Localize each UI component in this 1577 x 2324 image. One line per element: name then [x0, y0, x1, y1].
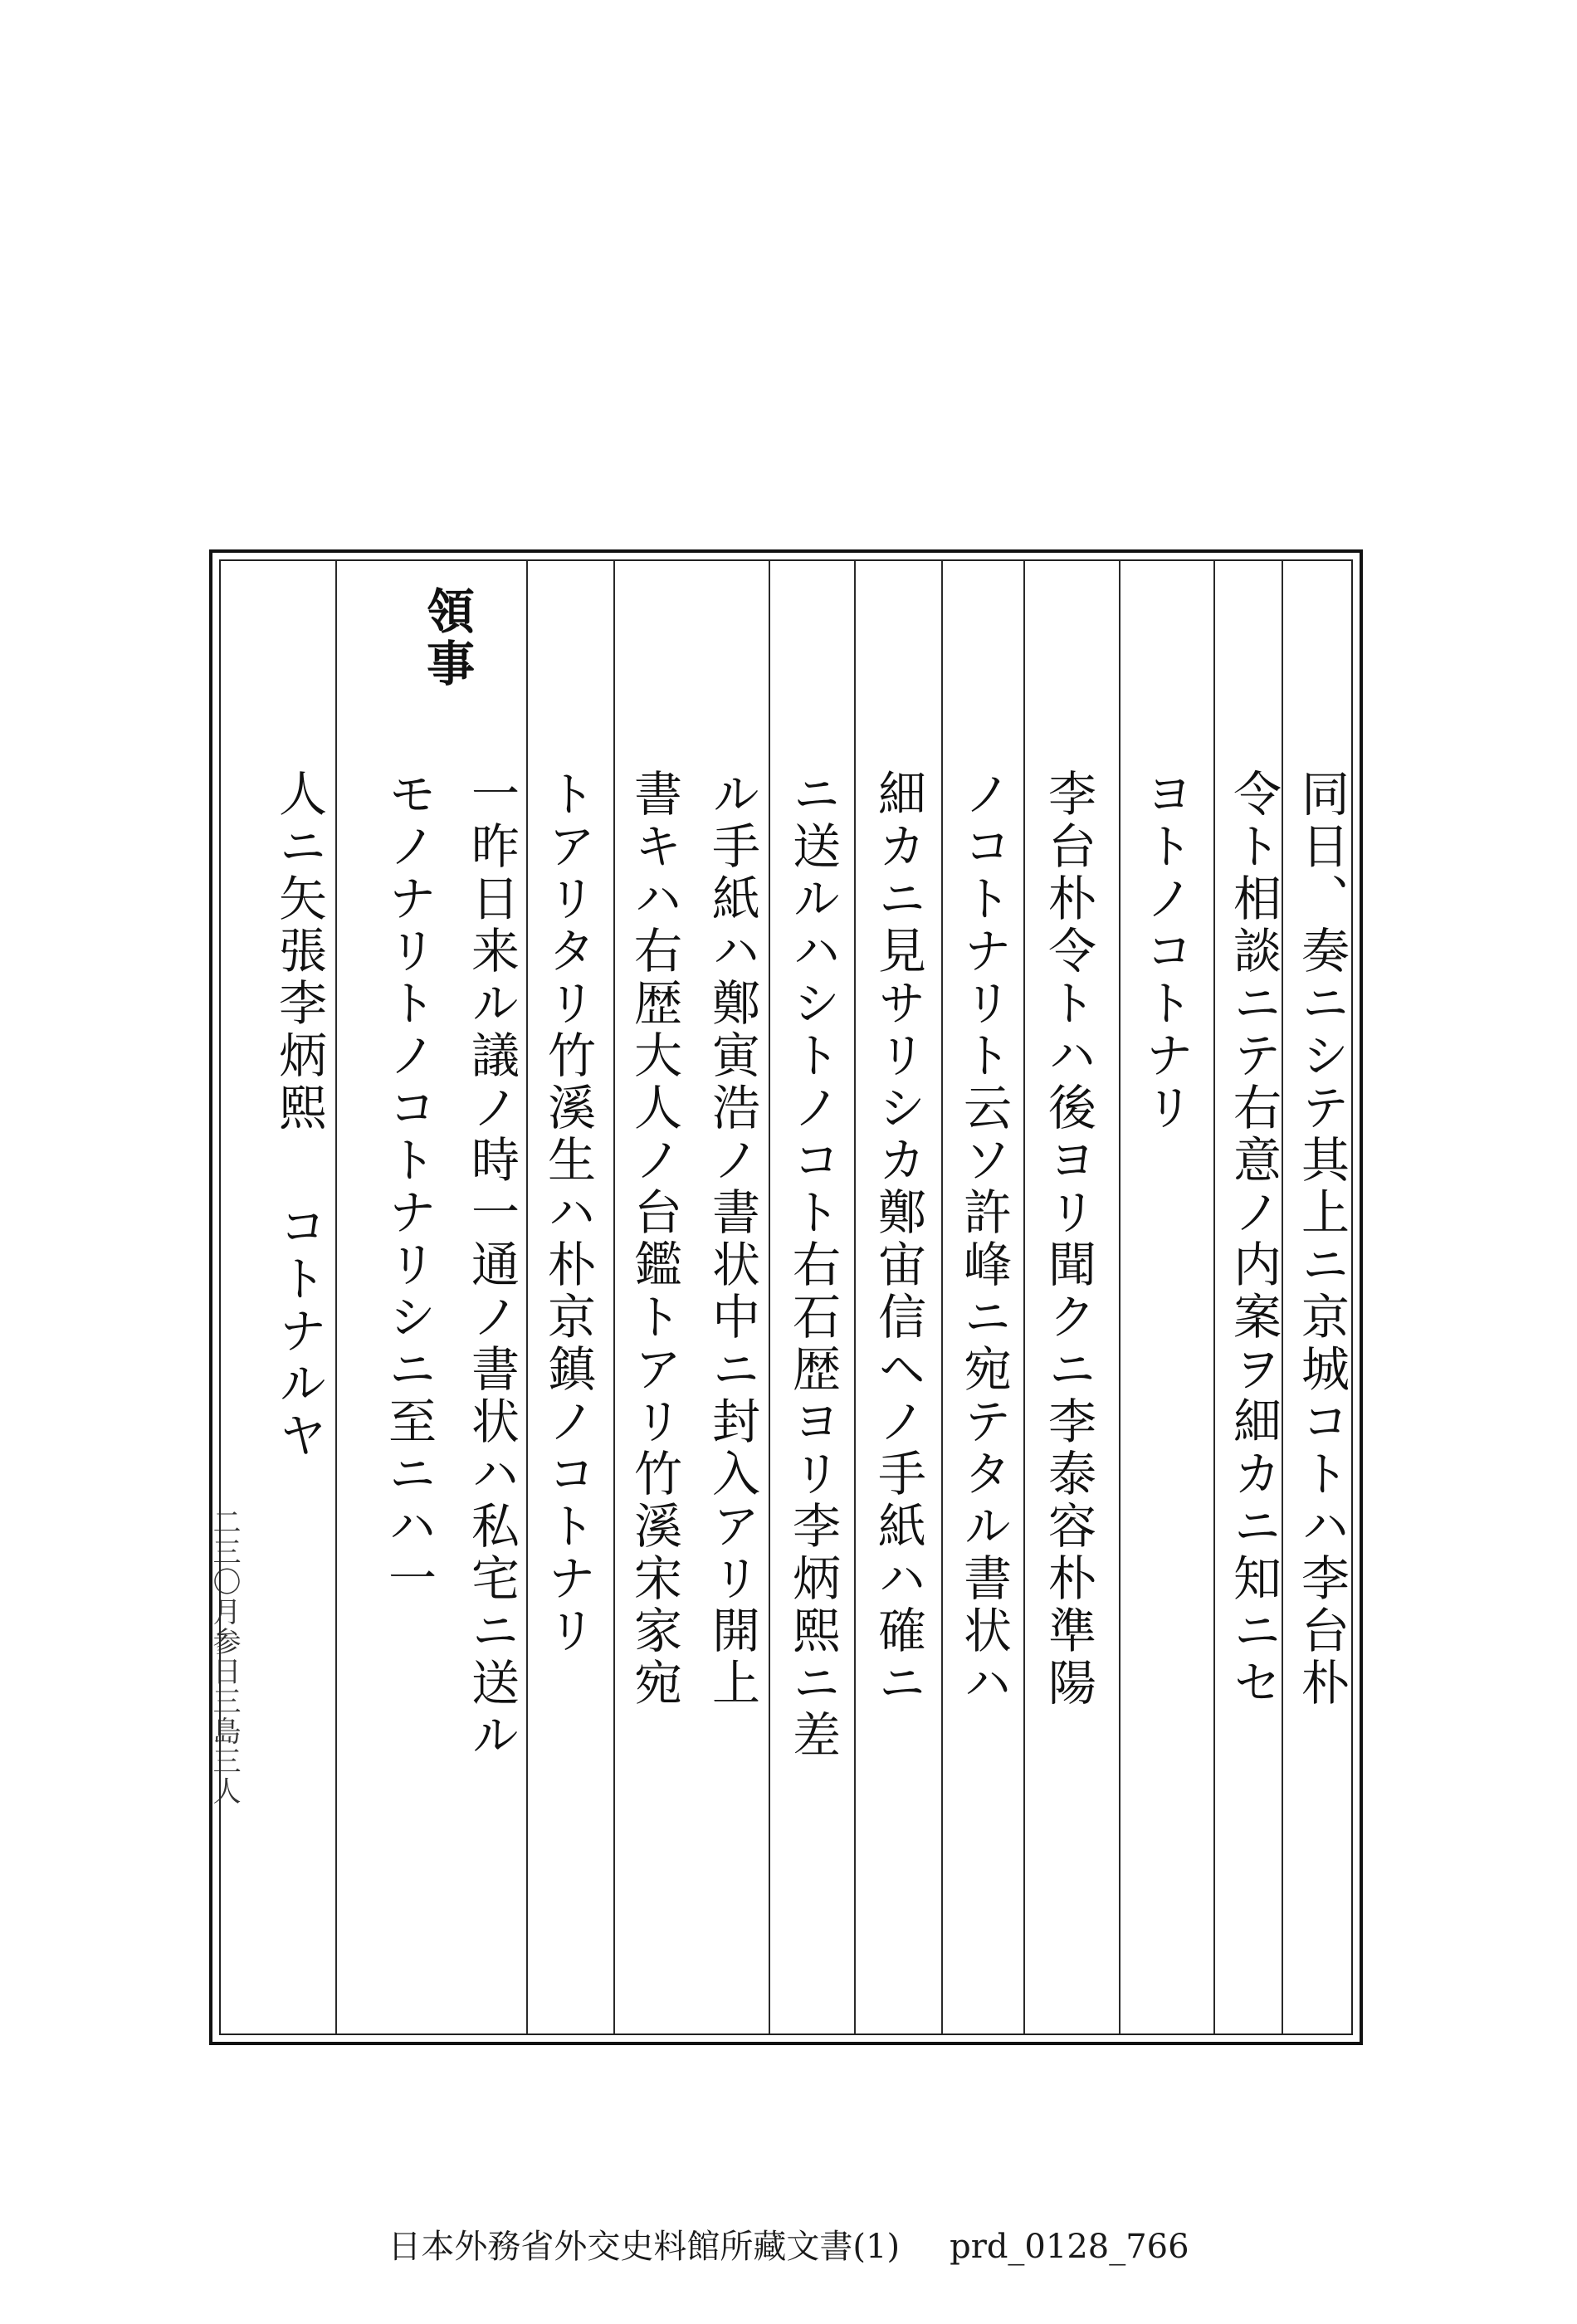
- column-rule: [1119, 561, 1120, 2034]
- column-text: 書キハ右歴大人ノ台鑑トアリ竹溪宋: [626, 769, 682, 1605]
- column-rule: [941, 561, 943, 2034]
- column-text: 同日、奏ニシテ其上ニ京城: [1293, 769, 1350, 1396]
- text-column: [702, 769, 762, 1710]
- column-rule: [526, 561, 528, 2034]
- text-column: [624, 769, 684, 1710]
- column-text: モノナリトノコトナリシニ至ニハ一: [380, 769, 437, 1605]
- document-id: prd_0128_766: [950, 2228, 1189, 2266]
- side-heading: 領事: [418, 586, 475, 691]
- text-column: [954, 769, 1013, 1710]
- column-text: 一昨日来ル議ノ時一通ノ書状ハ私宅ニ送ル: [463, 769, 520, 1762]
- column-rule: [1023, 561, 1025, 2034]
- column-text: ニ送ルハシトノコト右石歴ヨリ李炳熙ニ差: [784, 769, 841, 1762]
- archive-name: 日本外務省外交史料館所藏文書(1): [388, 2228, 901, 2266]
- text-column: [1038, 769, 1098, 1710]
- text-column: [378, 769, 438, 1605]
- text-column: [461, 769, 521, 1762]
- margin-note: 二三〇月参日三島三人: [208, 1507, 241, 1806]
- column-rule: [1213, 561, 1215, 2034]
- document-sheet: [209, 549, 1363, 2045]
- column-rule: [335, 561, 337, 2034]
- column-text: ヨトノコトナリ: [1137, 769, 1194, 1135]
- text-column: [1291, 769, 1351, 1710]
- column-text: 人ニ矢張李炳熙: [271, 769, 327, 1135]
- column-rule: [769, 561, 770, 2034]
- column-suffix: コトハ李台朴: [1293, 1396, 1350, 1710]
- text-column: [1223, 769, 1283, 1710]
- text-column: [269, 769, 329, 1462]
- text-column: [868, 769, 928, 1710]
- column-text: 細カニ見サリシカ鄭宙信ヘノ手紙ハ確ニ: [870, 769, 926, 1710]
- column-text: トアリタリ竹溪生ハ朴京鎮ノコトナリ: [540, 769, 596, 1658]
- text-column: [538, 769, 598, 1658]
- text-column: [1135, 769, 1195, 1135]
- archive-caption: [0, 2220, 1577, 2268]
- column-text: 李台朴令トハ後ヨリ聞クニ李泰容朴準陽: [1040, 769, 1096, 1710]
- column-suffix: コトナルヤ: [271, 1201, 327, 1462]
- column-text: ル手紙ハ鄭寅浩ノ書状中ニ封入アリ開上: [704, 769, 760, 1710]
- column-suffix: 家宛: [626, 1605, 682, 1710]
- column-rule: [854, 561, 856, 2034]
- column-text: 令ト相談ニテ右意ノ内案ヲ細カニ知ニセ: [1225, 769, 1282, 1710]
- text-column: [783, 769, 842, 1762]
- column-text: ノコトナリト云ソ許峰ニ宛テタル書状ハ: [955, 769, 1012, 1710]
- column-rule: [613, 561, 615, 2034]
